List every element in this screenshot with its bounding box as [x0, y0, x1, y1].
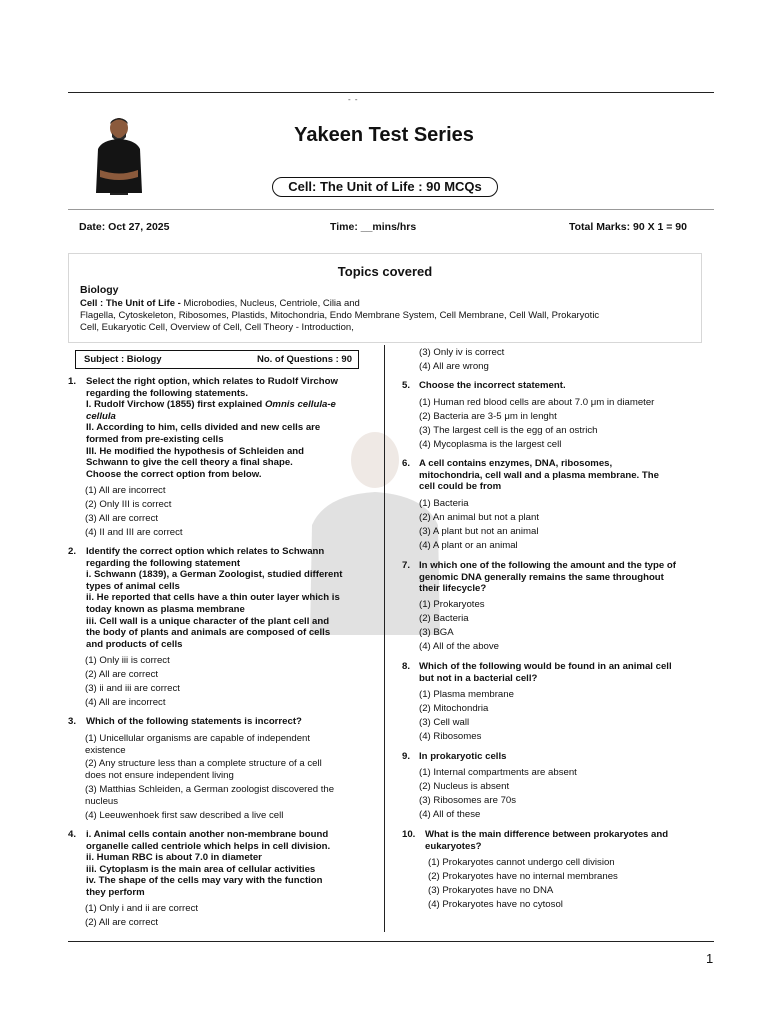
topics-chapter: Cell : The Unit of Life -: [80, 298, 184, 309]
question-text: but not in a bacterial cell?: [419, 672, 538, 684]
question-text: III. He modified the hypothesis of Schleiden and: [86, 445, 305, 457]
option-2[interactable]: (2) Bacteria: [419, 613, 469, 624]
option-4[interactable]: (4) Ribosomes: [419, 731, 482, 742]
header-divider: [68, 209, 714, 210]
topics-line-2: Flagella, Cytoskeleton, Ribosomes, Plastids, Mitochondria, Endo Membrane System, Cell Membrane, Cell Wall, Prokaryotic: [80, 310, 600, 321]
option-3[interactable]: (3) Prokaryotes have no DNA: [428, 885, 554, 896]
question-number: 6.: [402, 458, 411, 469]
test-time: Time: __mins/hrs: [330, 221, 417, 233]
question-text: Choose the correct option from below.: [86, 468, 262, 480]
question-text: the body of plants and animals are composed of cells: [86, 627, 331, 639]
option-4[interactable]: (4) All are incorrect: [85, 697, 166, 708]
option-4[interactable]: (4) All of these: [419, 809, 481, 820]
question-count: No. of Questions : 90: [256, 354, 352, 365]
option-3[interactable]: (3) BGA: [419, 627, 454, 638]
option-4[interactable]: (4) A plant or an animal: [419, 540, 518, 551]
subject-info-box: [75, 350, 359, 369]
question-text: Identify the correct option which relates to Schwann: [86, 546, 325, 557]
option-4[interactable]: (4) Mycoplasma is the largest cell: [419, 439, 562, 450]
question-text: ii. He reported that cells have a thin outer layer which is: [86, 592, 340, 604]
question-text-italic: Omnis cellula-e: [264, 399, 336, 411]
test-date: Date: Oct 27, 2025: [79, 221, 170, 233]
question-text: types of animal cells: [86, 580, 180, 592]
question-text: formed from pre-existing cells: [86, 433, 224, 445]
question-text: their lifecycle?: [419, 583, 487, 595]
option-1[interactable]: (1) Prokaryotes cannot undergo cell division: [428, 857, 615, 868]
option-3[interactable]: (3) Ribosomes are 70s: [419, 795, 517, 806]
question-number: 10.: [402, 829, 416, 840]
option-2[interactable]: (2) Prokaryotes have no internal membranes: [428, 871, 618, 882]
question-number: 8.: [402, 661, 411, 672]
topics-subject: Biology: [80, 284, 119, 296]
option-3[interactable]: (3) Only iv is correct: [419, 347, 505, 358]
question-text: ii. Human RBC is about 7.0 in diameter: [86, 852, 262, 864]
option-2[interactable]: (2) Nucleus is absent: [419, 781, 510, 792]
question-text: they perform: [86, 886, 145, 898]
option-2[interactable]: (2) Only III is correct: [85, 499, 172, 510]
bottom-rule: [68, 941, 714, 942]
topics-heading: Topics covered: [337, 264, 433, 279]
question-text: today known as plasma membrane: [86, 603, 245, 615]
question-text: Which of the following would be found in an animal cell: [419, 661, 672, 672]
option-2[interactable]: (2) Mitochondria: [419, 703, 489, 714]
question-text: II. According to him, cells divided and new cells are: [86, 422, 321, 434]
question-number: 7.: [402, 560, 411, 571]
topics-line-3: Cell, Eukaryotic Cell, Overview of Cell, Cell Theory - Introduction,: [80, 322, 354, 333]
option-3[interactable]: (3) The largest cell is the egg of an ostrich: [419, 425, 598, 436]
question-text: What is the main difference between prokaryotes and: [425, 829, 669, 840]
question-number: 3.: [68, 716, 77, 727]
option-3[interactable]: (3) ii and iii are correct: [85, 683, 180, 694]
question-text: Select the right option, which relates to Rudolf Virchow: [86, 376, 338, 387]
option-1[interactable]: (1) Bacteria: [419, 498, 469, 509]
subject-label: Subject : Biology: [84, 354, 162, 365]
question-text-italic: cellula: [86, 410, 116, 422]
question-text: I. Rudolf Virchow (1855) first explained: [86, 399, 265, 411]
option-2[interactable]: (2) An animal but not a plant: [419, 512, 539, 523]
question-text: genomic DNA generally remains the same throughout: [419, 571, 664, 583]
option-2[interactable]: (2) All are correct: [85, 917, 159, 928]
option-1[interactable]: (1) Only i and ii are correct: [85, 903, 199, 914]
option-3[interactable]: (3) Matthias Schleiden, a German zoologist discovered the: [85, 784, 335, 795]
option-2[interactable]: (2) All are correct: [85, 669, 159, 680]
option-1-continued: existence: [85, 745, 126, 756]
option-3-continued: nucleus: [85, 796, 119, 807]
option-1[interactable]: (1) Plasma membrane: [419, 689, 514, 700]
option-1[interactable]: (1) Internal compartments are absent: [419, 767, 577, 778]
topics-covered-box: [68, 253, 702, 343]
question-text: mitochondria, cell wall and a plasma membrane. The: [419, 469, 659, 481]
question-text: A cell contains enzymes, DNA, ribosomes,: [419, 458, 613, 469]
question-number: 1.: [68, 376, 77, 387]
question-number: 5.: [402, 380, 411, 391]
question-text: regarding the following statements.: [86, 387, 249, 399]
option-4[interactable]: (4) All are wrong: [419, 361, 489, 372]
option-3[interactable]: (3) Cell wall: [419, 717, 470, 728]
option-1[interactable]: (1) Unicellular organisms are capable of independent: [85, 733, 311, 744]
option-1[interactable]: (1) Human red blood cells are about 7.0 μm in diameter: [419, 397, 655, 408]
question-text: In which one of the following the amount and the type of: [419, 560, 676, 571]
option-4[interactable]: (4) Prokaryotes have no cytosol: [428, 899, 563, 910]
question-text: eukaryotes?: [425, 840, 482, 852]
header-mark: - -: [348, 95, 359, 104]
option-1[interactable]: (1) Only iii is correct: [85, 655, 170, 666]
question-text: Choose the incorrect statement.: [419, 380, 566, 391]
option-3[interactable]: (3) A plant but not an animal: [419, 526, 539, 537]
option-2-continued: does not ensure independent living: [85, 770, 234, 781]
question-text: iii. Cytoplasm is the main area of cellular activities: [86, 863, 316, 875]
option-4[interactable]: (4) II and III are correct: [85, 527, 183, 538]
question-text: iv. The shape of the cells may vary with the function: [86, 875, 323, 887]
question-text: i. Schwann (1839), a German Zoologist, studied different: [86, 569, 343, 581]
option-4[interactable]: (4) All of the above: [419, 641, 499, 652]
column-divider: [384, 345, 385, 932]
question-text: i. Animal cells contain another non-membrane bound: [86, 829, 329, 840]
question-text: and products of cells: [86, 638, 183, 650]
option-2[interactable]: (2) Bacteria are 3-5 μm in lenght: [419, 411, 557, 422]
question-text: In prokaryotic cells: [419, 751, 507, 762]
option-3[interactable]: (3) All are correct: [85, 513, 159, 524]
question-text: Schwann to give the cell theory a final shape.: [86, 457, 293, 469]
test-subtitle-badge: Cell: The Unit of Life : 90 MCQs: [272, 177, 498, 197]
test-series-title: Yakeen Test Series: [294, 124, 474, 146]
option-1[interactable]: (1) Prokaryotes: [419, 599, 485, 610]
option-1[interactable]: (1) All are incorrect: [85, 485, 166, 496]
question-number: 4.: [68, 829, 77, 840]
total-marks: Total Marks: 90 X 1 = 90: [569, 221, 687, 233]
question-text: organelle called centriole which helps in cell division.: [86, 840, 331, 852]
topics-list: [80, 298, 680, 334]
question-number: 2.: [68, 546, 77, 557]
question-text: Which of the following statements is incorrect?: [86, 716, 302, 727]
page-number: 1: [706, 951, 714, 966]
topics-line-1: Microbodies, Nucleus, Centriole, Cilia and: [183, 298, 360, 309]
top-rule: [68, 92, 714, 93]
question-text: iii. Cell wall is a unique character of the plant cell and: [86, 615, 330, 627]
option-2[interactable]: (2) Any structure less than a complete structure of a cell: [85, 758, 322, 769]
question-text: cell could be from: [419, 481, 502, 493]
question-number: 9.: [402, 751, 411, 762]
option-4[interactable]: (4) Leeuwenhoek first saw described a live cell: [85, 810, 284, 821]
question-text: regarding the following statement: [86, 557, 241, 569]
